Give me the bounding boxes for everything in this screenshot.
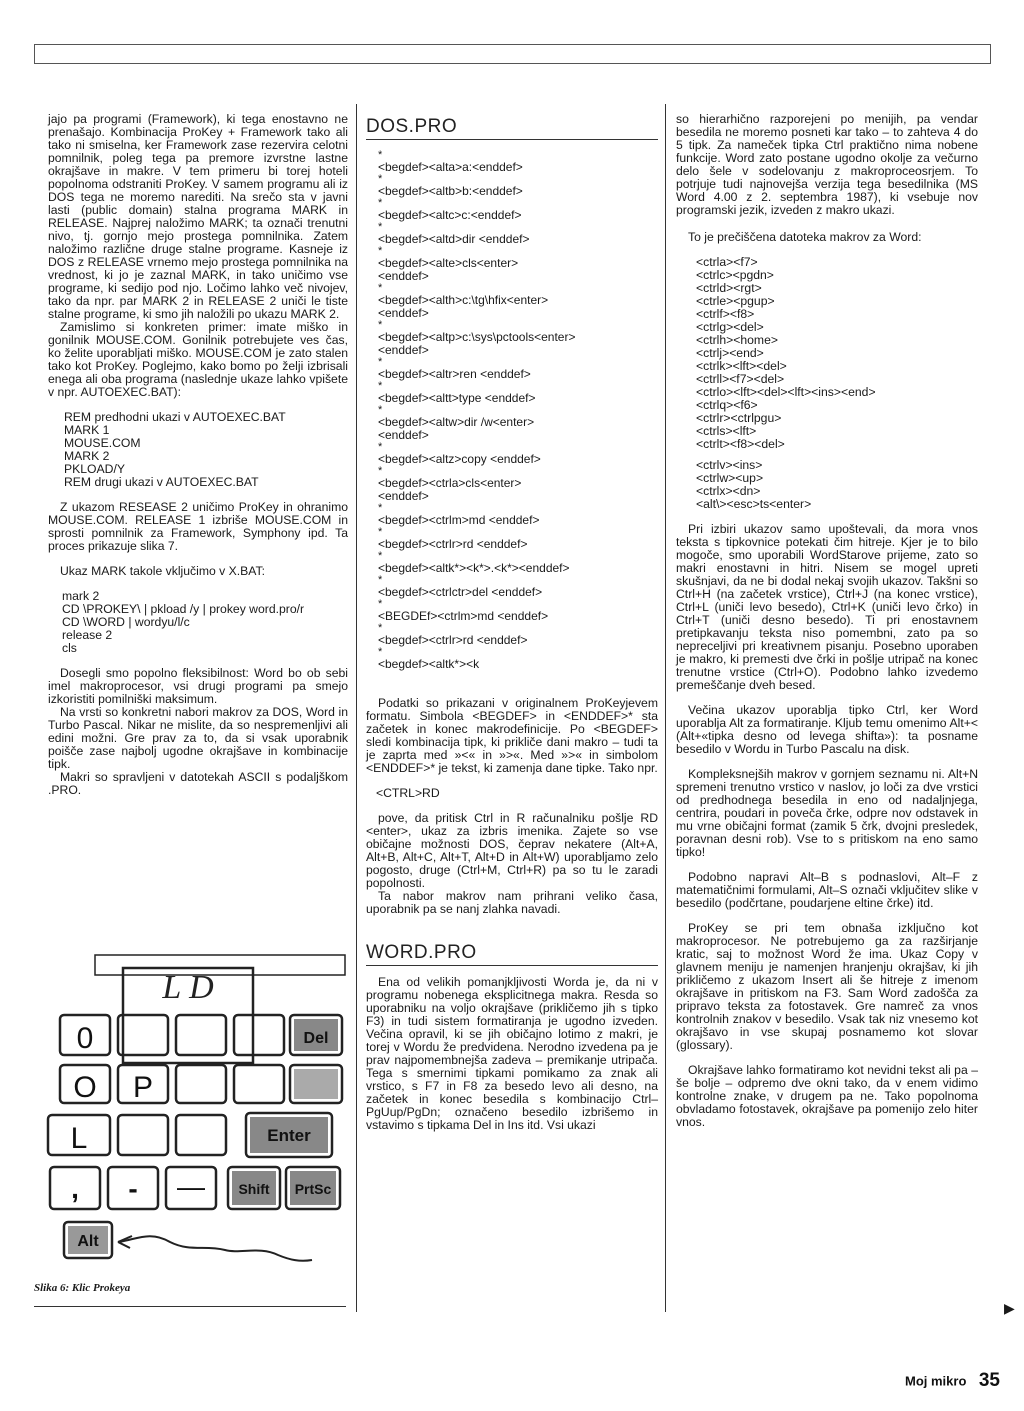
paragraph: Podatki so prikazani v originalnem ProKeyjevem formatu. Simbola <BEGDEF> in <ENDDEF>* sta začetek in konec makrodefinicije. Po <BEGDEF> sledi kombinacija tipk, ki prikliče dani makro – tudi ta je zaprta med »<« in »>«. Med »>« in simbolom <ENDDEF>* je tekst, ki zamenja dane tipke. Tako npr. (366, 696, 658, 775)
column-divider-left (356, 104, 357, 1312)
paragraph: Pri izbiri ukazov samo upoštevali, da mora vnos teksta s tipkovnice potekati čim hitreje. Kjer je to bilo mogoče, smo uporabili WordStarove prijeme, zato so makri enostavni in hitri. Nisem se mogel upreti skušnjavi, da ne bi dodal nekaj svojih ukazov. Takšni so Ctrl+H (na začetek vrstice), Ctrl+J (na konec vrstice), Ctrl+L (uniči levo besedo), Ctrl+K (uniči levo črko) in Ctrl+T (uniči desno besedo). Ti pri enostavnem pretipkavanju teksta niso pomembni, zato pa so nepreceljivi pri kreativnem pisanju. Posebno uporaben je makro, ki premesti dve črki in pošlje utripač na konec trenutne vrstice (Ctrl+O). Podobno lahko izvedemo premeščanje dveh besed. (676, 522, 978, 692)
page-footer (905, 1370, 1000, 1392)
code-line: MARK 2 (64, 449, 110, 463)
macro-line: <enddef> (378, 428, 429, 442)
paragraph: To je prečiščena datoteka makrov za Word: (688, 230, 922, 244)
paragraph: so hierarhično razporejeni po menijih, pa vendar besedila ne moremo posneti kar tako – to zahteva 4 do 5 tipk. Za nameček tipka Ctrl praktično nima nobene funkcije. Word zato postane ugodno okolje za večurno delo šele v sodelovanju z makroproceosrjem. To potrjuje tudi najnovejša verzija tega besedilnika (MS Word 4.00 z 2. septembra 1987), ki vsebuje nov programski jezik, izveden z makro ukazi. (676, 112, 978, 217)
code-line: release 2 (62, 628, 113, 642)
star: * (378, 646, 383, 658)
star: * (378, 441, 383, 453)
macro-line: <begdef><ctrlr>rd <enddef> (378, 633, 528, 647)
macro-line: <begdef><altp>c:\sys\pctools<enter> (378, 330, 576, 344)
code-line: <ctrlv><ins> (696, 458, 763, 472)
code-line: MOUSE.COM (64, 436, 141, 450)
star: * (378, 173, 383, 185)
paragraph: pove, da pritisk Ctrl in R računalniku pošlje RD <enter>, ukaz za izbris imenika. Zajete so vse običajne možnosti DOS, čeprav nekatere (Alt+A, Alt+B, Alt+C, Alt+T, Alt+D in Alt+W) uporabljamo zelo pogosto, druge (Ctrl+M, Ctrl+R) pa so tu le zaradi popolnosti. (366, 811, 658, 890)
macro-line: <begdef><altk*><k*>.<k*><enddef> (378, 561, 570, 575)
code-block-xbat (48, 590, 348, 655)
key-label: O (73, 1071, 97, 1104)
column-middle (366, 116, 658, 1132)
code-line: <ctrlk><lft><del> (696, 359, 787, 373)
header-frame-box (34, 44, 991, 64)
star: * (378, 502, 383, 514)
key-label-prtsc: PrtSc (294, 1181, 332, 1197)
macro-line: <begdef><ctrla>cls<enter> (378, 476, 522, 490)
page-number: 35 (978, 1370, 1000, 1391)
code-line: <ctrlf><f8> (696, 307, 755, 321)
key-label: , (71, 1173, 79, 1204)
paragraph: Podobno napravi Alt–B s podnaslovi, Alt–F z matematičnimi formulami, Alt–S označi vključitev slike v besedilo (podčrtane, poudarjene eltine črke) itd. (676, 870, 978, 910)
key-label: - (128, 1173, 138, 1204)
star: * (378, 465, 383, 477)
code-line: <ctrll><f7><del> (696, 372, 785, 386)
star: * (378, 319, 383, 331)
code-line: <ctrlw><up> (696, 471, 764, 485)
star: * (378, 149, 383, 161)
code-line: <alt\><esc>ts<enter> (696, 497, 812, 511)
paragraph: Ukaz MARK takole vključimo v X.BAT: (60, 564, 265, 578)
macro-line: <BEGDEf><ctrlm>md <enddef> (378, 609, 549, 623)
code-line: <ctrld><rgt> (696, 281, 762, 295)
macro-line: <begdef><alth>c:\tg\hfix<enter> (378, 293, 549, 307)
paragraph: Makri so spravljeni v datotekah ASCII s podaljškom .PRO. (48, 770, 348, 797)
code-line: <ctrlo><lft><del><lft><ins><end> (696, 385, 876, 399)
key-label: 0 (76, 1022, 94, 1055)
code-line: <ctrlr><ctrlpgu> (696, 411, 782, 425)
star: * (378, 598, 383, 610)
macro-line: <begdef><altd>dir <enddef> (378, 232, 530, 246)
key-label-alt: Alt (77, 1233, 99, 1250)
paragraph: Večina ukazov uporablja tipko Ctrl, ker Word uporablja Alt za formatiranje. Kljub temu omenimo Alt+< (Alt+«tipka desno od levega shifta»): ta posname besedilo v Wordu in Turbo Pascalu na disk. (676, 703, 978, 756)
code-block-autoexec (48, 411, 348, 489)
magazine-name: Moj mikro (905, 1373, 967, 1389)
star: * (378, 622, 383, 634)
paragraph: Ta nabor makrov nam prihrani veliko časa, uporabnik pa se nanj zlahka navadi. (366, 889, 658, 916)
code-line: <ctrlx><dn> (696, 484, 761, 498)
star: * (378, 197, 383, 209)
star: * (378, 221, 383, 233)
macro-line: <enddef> (378, 306, 429, 320)
paragraph: Z ukazom RESEASE 2 uničimo ProKey in ohranimo MOUSE.COM. RELEASE 1 izbriše MOUSE.COM in sprosti pomnilnik za Framework, Symphony ipd. Ta proces prikazuje slika 7. (48, 500, 348, 553)
code-line: CD \PROKEY\ | pkload /y | prokey word.pro/r (62, 602, 305, 616)
paragraph: Dosegli smo popolno fleksibilnost: Word bo ob sebi imel makroprocesor, vsi drugi programi pa smejo izkoristiti pomilniški maksimum. (48, 666, 348, 706)
section-title-word: WORD.PRO (366, 942, 477, 963)
star: * (378, 245, 383, 257)
paragraph: Na vrsti so konkretni nabori makrov za DOS, Word in Turbo Pascal. Nikar ne mislite, da so nespremenljivi ali edini možni. Gre prav za to, da si vsak uporabnik poišče zase najbolj ugodne okrajšave in kombinacije tipk. (48, 705, 348, 771)
continue-arrow-icon: ▶ (1004, 1300, 1015, 1316)
star: * (378, 404, 383, 416)
code-line: PKLOAD/Y (64, 462, 125, 476)
code-line: REM drugi ukazi v AUTOEXEC.BAT (64, 475, 259, 489)
key-label: — (177, 1171, 205, 1202)
macro-line: <enddef> (378, 343, 429, 357)
key-label-del: Del (303, 1030, 329, 1047)
key-label-shift: Shift (238, 1181, 270, 1197)
code-line: <CTRL>RD (376, 786, 440, 800)
paragraph: jajo pa programi (Framework), ki tega enostavno ne prenašajo. Kombinacija ProKey + Framework tako ali tako ni smiselna, ker Framework zase rezervira celotni pomnilnik, poleg tega pa premore izvrstne lastne okrajšave in makre. V tem primeru bi torej hoteli popolnoma odstraniti ProKey. V samem programu ali iz DOS tega ne moremo narediti. Na srečo sta v javni lasti (public domain) stalna programa MARK in RELEASE. Najprej naložimo MARK; ta označi trenutni nivo, tj. gornjo mejo prostega pomnilnika. Zatem naložimo različne druge stalne programe. Kasneje iz DOS z RELEASE vrnemo mejo prostega pomnilnika na vrednost, ki jo je zaznal MARK, in tako uničimo vse programe, ki sedijo pod njo. Ločimo lahko več nivojev, tako da npr. par MARK 2 in RELEASE 2 uniči le tiste stalne programe, ki smo jih naložili po ukazu MARK 2. (48, 112, 348, 321)
macro-line: <begdef><altz>copy <enddef> (378, 452, 541, 466)
macro-line: <begdef><alte>cls<enter> (378, 256, 519, 270)
code-line: REM predhodni ukazi v AUTOEXEC.BAT (64, 410, 286, 424)
macro-list-dos (366, 150, 658, 671)
paragraph: Kompleksnejših makrov v gornjem seznamu ni. Alt+N spremeni trenutno vrstico v naslov, jo loči za dve vrstici od predhodnega besedila in eno od nadaljnjega, centrira, poudari in poveča črke, odpre nov odstavek in mu vrne običajni format (zamik 5 črk, dvojni presledek, poravnan desni rob). Vse to s pritiskom na eno samo tipko! (676, 767, 978, 859)
section-rule (366, 965, 658, 966)
paragraph: ProKey se pri tem obnaša izključno kot makroprocesor. Ne potrebujemo ga za razširjanje kratic, saj to možnost Word že ima. Ukaz Copy v glavnem meniju je namenjen hranjenju okrajšav, ki jih prikličemo z ukazom Insert ali še hitreje z imenom okrajšave in pritiskom na F3. Sam Word zadošča za pripravo teksta za fotostavek. Gre namreč za vnos kontrolnih znakov v besedilo. Vsak tak niz vnesemo kot okrajšavo in vse skupaj posnamemo kot slovar (glossary). (676, 921, 978, 1052)
section-title-dos: DOS.PRO (366, 116, 458, 137)
column-divider-right (665, 104, 666, 1312)
paragraph: Zamislimo si konkreten primer: imate miško in gonilnik MOUSE.COM. Gonilnik potrebujete ves čas, ko želite uporabljati miško. MOUSE.COM je zato stalen tako kot ProKey. Poglejmo, kako bomo po želji izbrisali enega ali oba programa (naslednje ukaze lahko vpišete v npr. AUTOEXEC.BAT): (48, 320, 348, 399)
macro-line: <begdef><altt>type <enddef> (378, 391, 536, 405)
star: * (378, 526, 383, 538)
key-label: L (70, 1122, 88, 1155)
macro-line: <enddef> (378, 269, 429, 283)
star: * (378, 380, 383, 392)
handwritten-mark: L D (162, 969, 214, 1006)
paragraph: Ena od velikih pomanjkljivosti Worda je, da ni v programu nobenega eksplicitnega makra. Resda so uporabniku na voljo okrajšave (prikličemo jih s tipko F3) in tudi sistem formatiranja je ugodno izveden. Večina opravil, ki se jih običajno lotimo z makri, je torej v Wordu že predvidena. Nerodno izvedena pa je prav najpomembnejša zadeva – premikanje utripača. Tega s smernimi tipkami pomikamo za znak ali vrstico, s F7 in F8 za besedo levo ali desno, na začetek in konec besedila s kombinacijo Ctrl–PgUup/PgDn; označeno besedilo izbrišemo in vstavimo s tipkama Del in Ins itd. Vsi ukazi (366, 975, 658, 1132)
macro-line: <begdef><altk*><k (378, 657, 480, 671)
code-line: mark 2 (62, 589, 100, 603)
star: * (378, 574, 383, 586)
code-line: MARK 1 (64, 423, 110, 437)
code-line: <ctrlc><pgdn> (696, 268, 774, 282)
key-label: P (132, 1071, 154, 1104)
code-line: <ctrlj><end> (696, 346, 764, 360)
paragraph: Okrajšave lahko formatiramo kot nevidni tekst ali pa – še bolje – odpremo dve okni tako, da v enem vidimo kontrolne znake, v drugem pa ne. Tako popolnoma obvladamo fotostavek, okrajšave pa pomenijo zelo hiter vnos. (676, 1063, 978, 1129)
caption-rule (34, 1306, 346, 1307)
macro-line: <begdef><altb>b:<enddef> (378, 184, 523, 198)
code-line: <ctrls><lft> (696, 424, 757, 438)
star: * (378, 356, 383, 368)
code-line: CD \WORD | wordyu/l/c (62, 615, 190, 629)
code-line: <ctrlt><f8><del> (696, 437, 785, 451)
column-right (676, 113, 978, 1129)
figure-caption: Slika 6: Klic Prokeya (34, 1282, 131, 1294)
macro-line: <begdef><ctrlr>rd <enddef> (378, 537, 528, 551)
macro-line: <begdef><alta>a:<enddef> (378, 160, 523, 174)
star: * (378, 550, 383, 562)
code-line: <ctrlq><f6> (696, 398, 758, 412)
code-line: <ctrle><pgup> (696, 294, 775, 308)
macro-line: <begdef><altw>dir /w<enter> (378, 415, 535, 429)
macro-line: <begdef><altc>c:<enddef> (378, 208, 522, 222)
column-left (48, 113, 348, 797)
code-line: cls (62, 641, 77, 655)
macro-line: <begdef><ctrlctr>del <enddef> (378, 585, 543, 599)
macro-line: <enddef> (378, 489, 429, 503)
code-line: <ctrlh><home> (696, 333, 778, 347)
macro-line: <begdef><altr>ren <enddef> (378, 367, 531, 381)
code-line: <ctrla><f7> (696, 255, 758, 269)
code-line: <ctrlg><del> (696, 320, 764, 334)
prokey-keyboard-figure (40, 950, 350, 1310)
macro-list-word (676, 256, 978, 511)
star: * (378, 282, 383, 294)
macro-line: <begdef><ctrlm>md <enddef> (378, 513, 540, 527)
section-rule (366, 139, 658, 140)
key-label-enter: Enter (267, 1126, 311, 1145)
